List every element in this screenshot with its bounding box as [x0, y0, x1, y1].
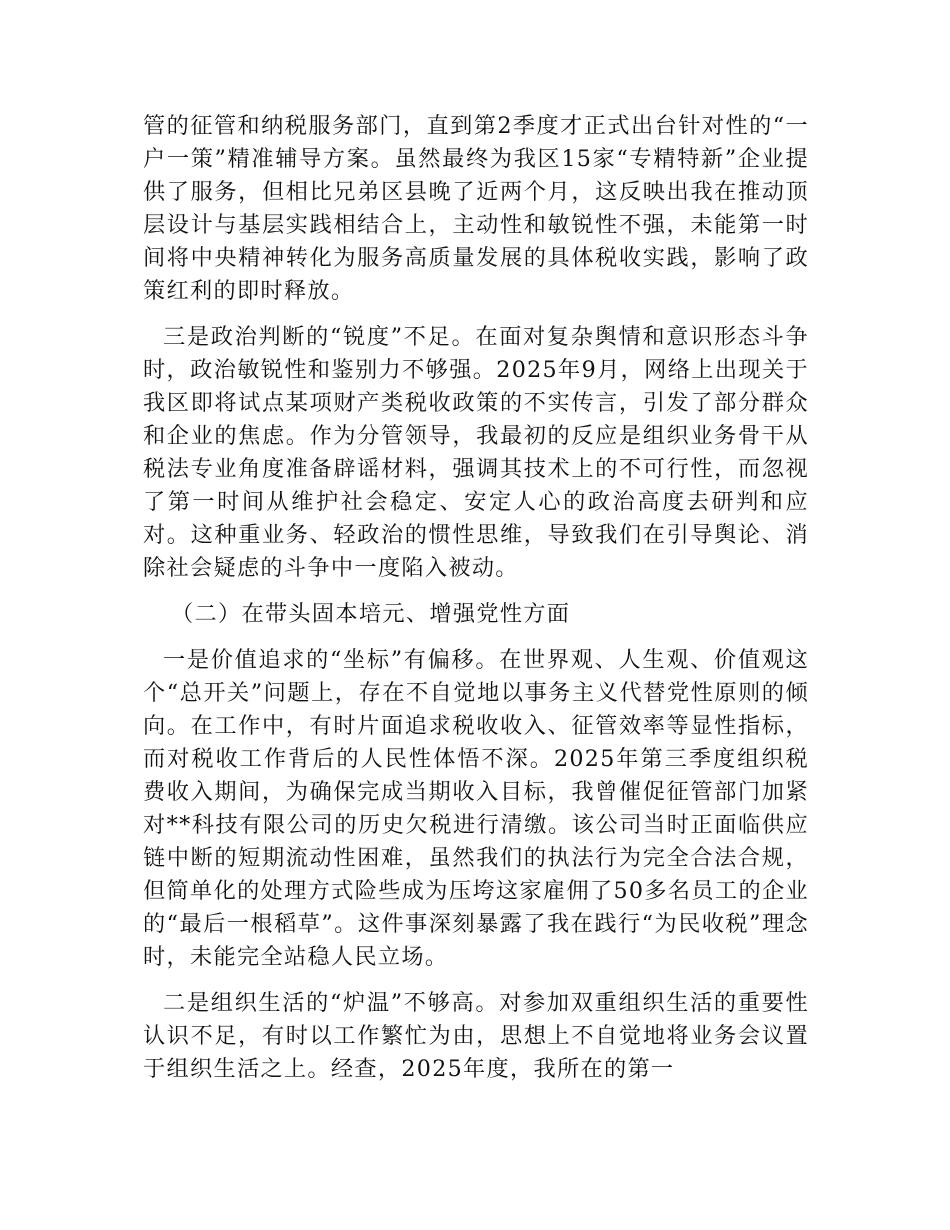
section-heading: （二）在带头固本培元、增强党性方面 [171, 601, 571, 627]
paragraph-value-pursuit: 一是价值追求的“坐标”有偏移。在世界观、人生观、价值观这个“总开关”问题上，存在不自觉地以事务主义代替党性原则的倾向。在工作中，有时片面追求税收收入、征管效率等显性指标，而对税收工作背后的人民性体悟不深。2025年第三季度组织税费收入期间，为确保完成当期收入目标，我曾催促征管部门加紧对**科技有限公司的历史欠税进行清缴。该公司当时正面临供应链中断的短期流动性困难，虽然我们的执法行为完全合法合规，但简单化的处理方式险些成为压垮这家雇佣了50多名员工的企业的“最后一根稻草”。这件事深刻暴露了我在践行“为民收税”理念时，未能完全站稳人民立场。 [143, 647, 809, 970]
paragraph-political-judgment: 三是政治判断的“锐度”不足。在面对复杂舆情和意识形态斗争时，政治敏锐性和鉴别力不够强。2025年9月，网络上出现关于我区即将试点某项财产类税收政策的不实传言，引发了部分群众和企业的焦虑。作为分管领导，我最初的反应是组织业务骨干从税法专业角度准备辟谣材料，强调其技术上的不可行性，而忽视了第一时间从维护社会稳定、安定人心的政治高度去研判和应对。这种重业务、轻政治的惯性思维，导致我们在引导舆论、消除社会疑虑的斗争中一度陷入被动。 [143, 324, 809, 581]
paragraph-continued: 管的征管和纳税服务部门，直到第2季度才正式出台针对性的“一户一策”精准辅导方案。虽然最终为我区15家“专精特新”企业提供了服务，但相比兄弟区县晚了近两个月，这反映出我在推动顶层设计与基层实践相结合上，主动性和敏锐性不强，未能第一时间将中央精神转化为服务高质量发展的具体税收实践，影响了政策红利的即时释放。 [143, 113, 809, 304]
document-page [143, 110, 809, 1099]
paragraph-organizational-life: 二是组织生活的“炉温”不够高。对参加双重组织生活的重要性认识不足，有时以工作繁忙为由，思想上不自觉地将业务会议置于组织生活之上。经查，2025年度，我所在的第一 [143, 990, 809, 1082]
